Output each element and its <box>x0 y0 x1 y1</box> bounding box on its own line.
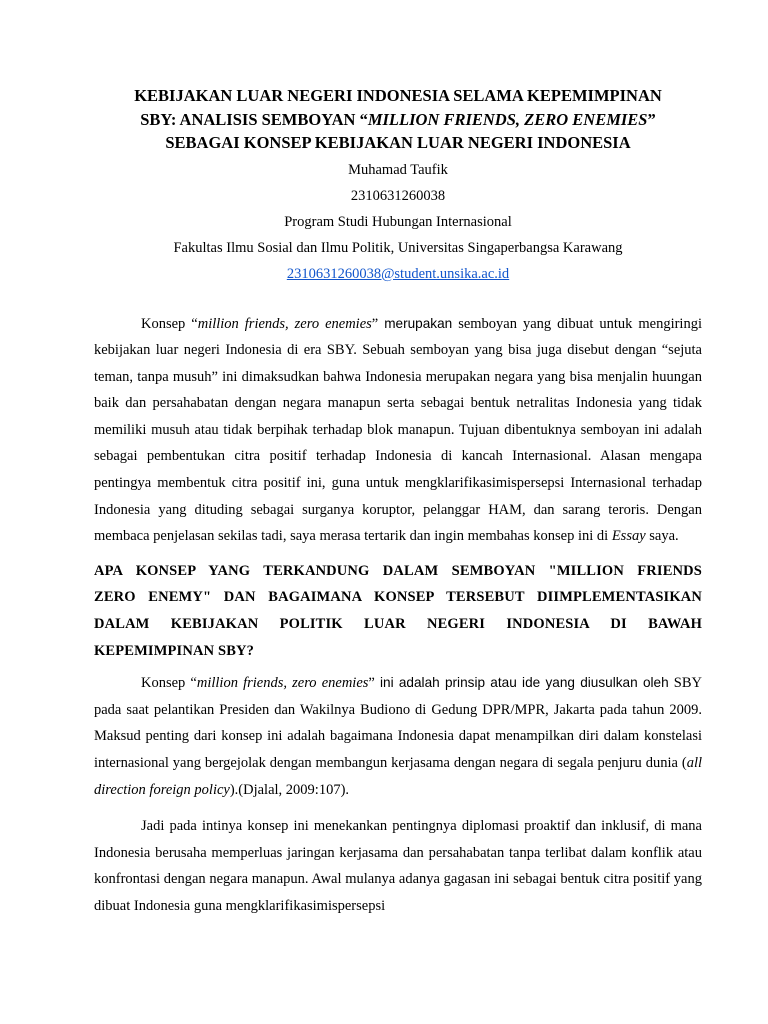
section-heading-line-1: APA KONSEP YANG TERKANDUNG DALAM SEMBOYAN "MILLION FRIENDS <box>94 562 702 579</box>
paragraph-concept-prefix: Konsep “ <box>141 675 197 692</box>
paragraph-intro-sans-fragment: merupakan <box>384 315 453 331</box>
paragraph-intro-essay: Essay <box>611 528 646 545</box>
paragraph-concept <box>94 670 702 803</box>
paragraph-concept-emphasis: million friends, zero enemies <box>196 675 369 692</box>
paragraph-intro-quote-close: ” <box>371 315 385 332</box>
title-line-2-prefix: SBY: ANALISIS SEMBOYAN “ <box>140 109 368 129</box>
paragraph-intro-prefix: Konsep “ <box>141 315 198 332</box>
paragraph-concept-text: SBY pada saat pelantikan Presiden dan Wakilnya Budiono di Gedung DPR/MPR, Jakarta pada tahun 2009. Maksud penting dari konsep ini adalah bagaimana Indonesia dapat menampilkan diri dalam konstelasi internasional yang bergejolak dengan membangun kerjasama dengan negara di segala penjuru dunia ( <box>94 675 702 771</box>
paragraph-concept-quote-close: ” <box>368 675 380 692</box>
paragraph-concept-policy: all direction foreign policy <box>94 755 702 798</box>
title-line-1: KEBIJAKAN LUAR NEGERI INDONESIA SELAMA KEPEMIMPINAN <box>134 86 662 105</box>
author-email-link[interactable]: 2310631260038@student.unsika.ac.id <box>286 265 510 282</box>
author-block <box>94 157 702 287</box>
paragraph-conclusion <box>94 813 702 919</box>
section-heading-line-2: ZERO ENEMY" DAN BAGAIMANA KONSEP TERSEBUT DIIMPLEMENTASIKAN <box>94 589 702 606</box>
title-emphasis: MILLION FRIENDS, ZERO ENEMIES <box>367 109 648 129</box>
section-heading-line-4: KEPEMIMPINAN SBY? <box>94 642 255 659</box>
paragraph-concept-sans-fragment: ini adalah prinsip atau ide yang diusulkan oleh <box>379 675 669 691</box>
author-email-line <box>94 261 702 287</box>
title-line-2-suffix: ” <box>647 109 656 129</box>
paragraph-intro-emphasis: million friends, zero enemies <box>197 315 372 332</box>
section-heading-line-3: DALAM KEBIJAKAN POLITIK LUAR NEGERI INDONESIA DI BAWAH <box>94 616 702 633</box>
document-title <box>92 84 704 155</box>
author-program: Program Studi Hubungan Internasional <box>284 213 512 230</box>
paragraph-conclusion-text: Jadi pada intinya konsep ini menekankan pentingnya diplomasi proaktif dan inklusif, di mana Indonesia berusaha memperluas jaringan kerjasama dan persahabatan tanpa terlibat dalam konflik atau konfrontasi dengan negara manapun. Awal mulanya adanya gagasan ini sebagai bentuk citra positif yang dibuat Indonesia guna mengklarifikasimispersepsi <box>94 818 702 914</box>
author-student-id: 2310631260038 <box>350 187 446 204</box>
section-heading <box>94 558 702 664</box>
author-faculty: Fakultas Ilmu Sosial dan Ilmu Politik, Universitas Singaperbangsa Karawang <box>173 239 623 256</box>
paragraph-concept-citation: ).(Djalal, 2009:107). <box>229 781 350 798</box>
paragraph-intro-suffix: saya. <box>645 528 679 545</box>
paragraph-intro <box>94 311 702 550</box>
title-line-2 <box>92 108 704 132</box>
author-name: Muhamad Taufik <box>348 161 448 178</box>
paragraph-intro-text: semboyan yang dibuat untuk mengiringi kebijakan luar negeri Indonesia di era SBY. Sebuah semboyan yang bisa juga disebut dengan “sejuta teman, tanpa musuh” ini dimaksudkan bahwa Indonesia merupakan negara yang bisa menjalin huungan baik dan persahabatan dengan negara manapun serta sebagai bentuk netralitas Indonesia yang tidak memiliki musuh atau tidak berpihak terhadap blok manapun. Tujuan dibentuknya semboyan ini adalah sebagai pembentukan citra positif terhadap Indonesia di kancah Internasional. Alasan mengapa pentingya membentuk citra positif ini, guna untuk mengklarifikasimispersepsi Internasional terhadap Indonesia yang dituding sebagai surganya koruptor, pelanggar HAM, dan sarang teroris. Dengan membaca penjelasan sekilas tadi, saya merasa tertarik dan ingin membahas konsep ini di <box>94 315 702 545</box>
title-line-3: SEBAGAI KONSEP KEBIJAKAN LUAR NEGERI INDONESIA <box>165 133 631 152</box>
